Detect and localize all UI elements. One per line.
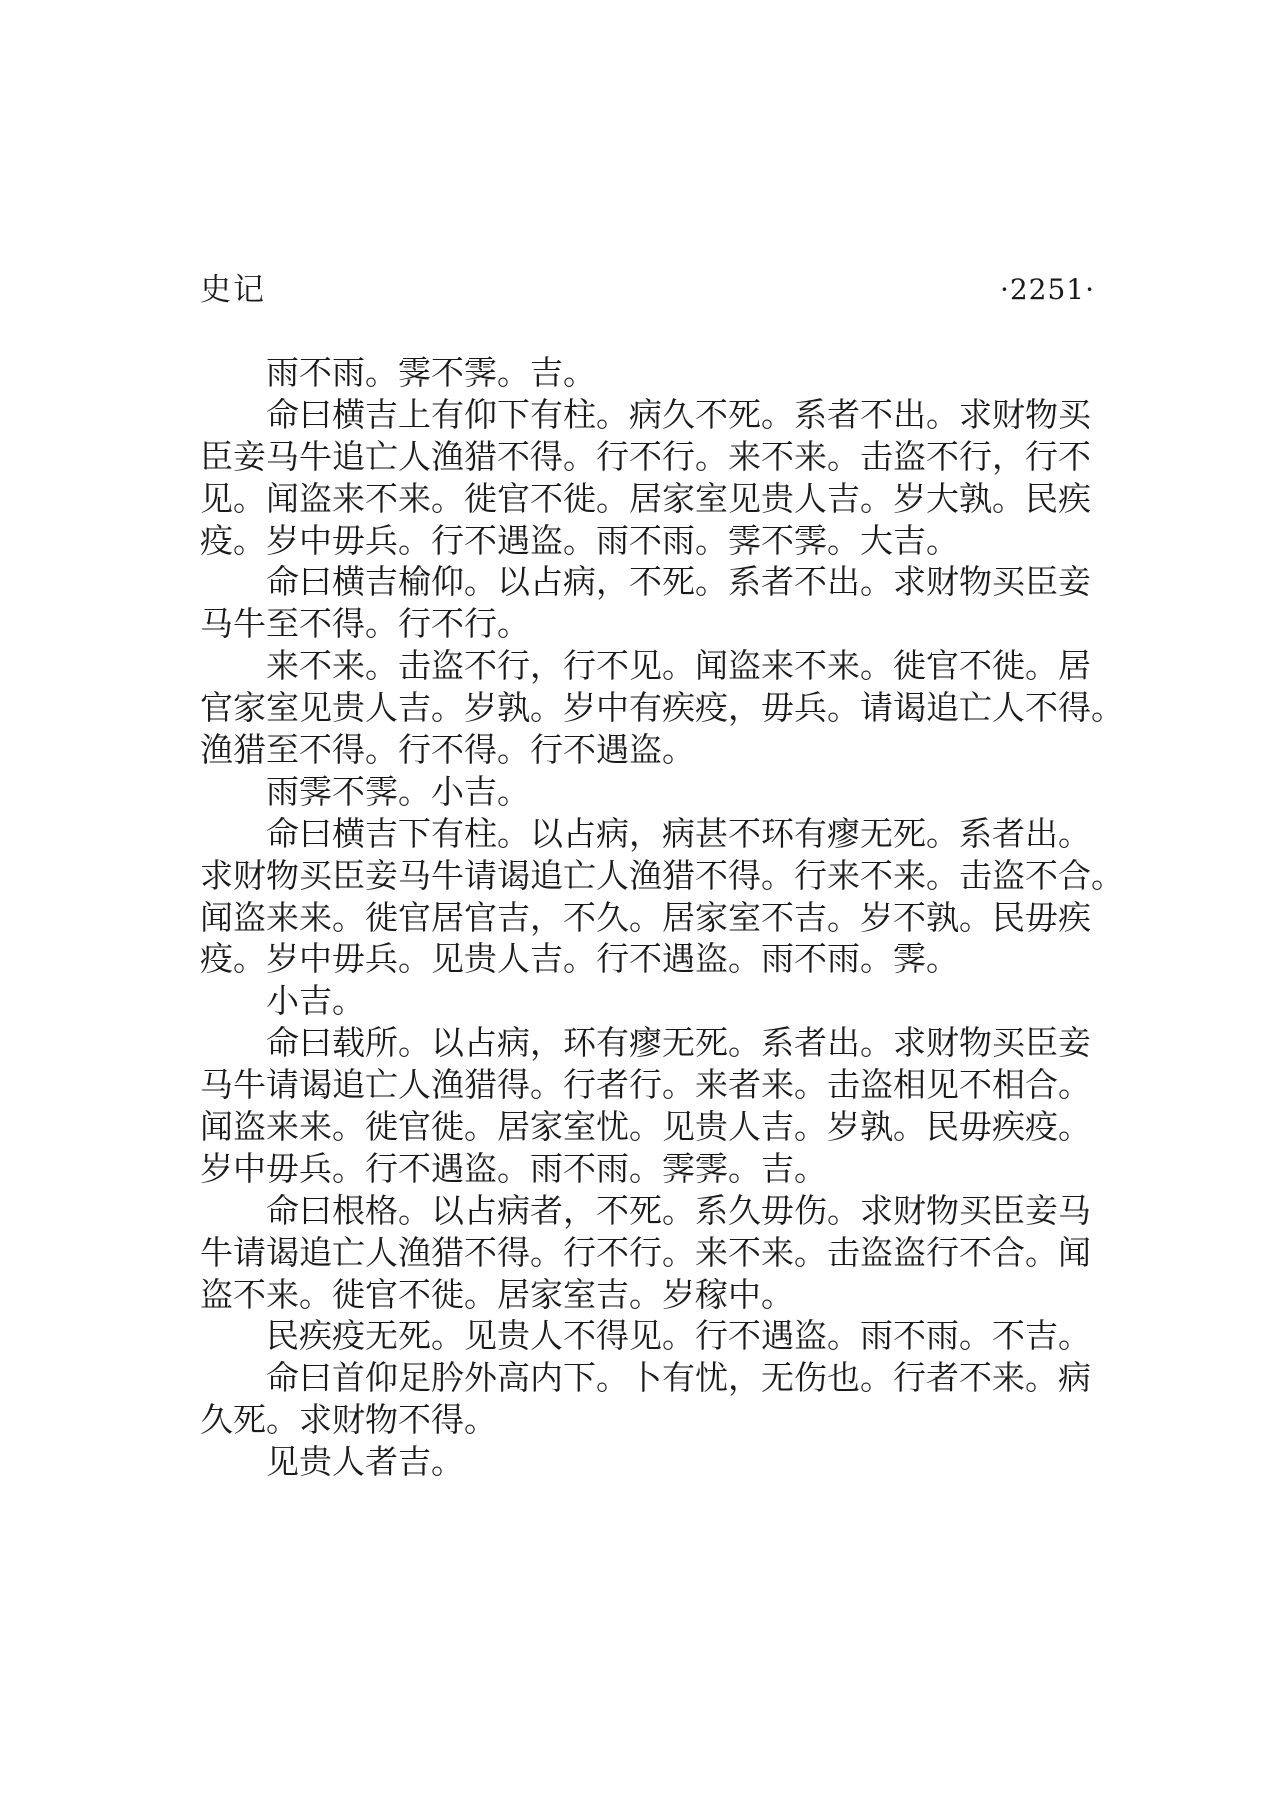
text-line: 命曰载所。以占病，环有瘳无死。系者出。求财物买臣妾 bbox=[266, 1023, 1091, 1063]
book-title: 史记 bbox=[200, 272, 266, 308]
text-line: 牛请谒追亡人渔猎不得。行不行。来不来。击盗盗行不合。闻 bbox=[200, 1232, 1091, 1272]
text-line: 见。闻盗来不来。徙官不徙。居家室见贵人吉。岁大孰。民疾 bbox=[200, 478, 1091, 518]
page-number: ·2251· bbox=[999, 273, 1095, 306]
text-line: 命曰横吉榆仰。以占病，不死。系者不出。求财物买臣妾 bbox=[266, 562, 1091, 602]
text-line: 命曰横吉下有柱。以占病，病甚不环有瘳无死。系者出。 bbox=[266, 813, 1091, 853]
text-line: 民疾疫无死。见贵人不得见。行不遇盗。雨不雨。不吉。 bbox=[266, 1316, 1091, 1356]
text-line: 盗不来。徙官不徙。居家室吉。岁稼中。 bbox=[200, 1274, 794, 1314]
body-text bbox=[200, 352, 1124, 1483]
text-line: 马牛请谒追亡人渔猎得。行者行。来者来。击盗相见不相合。 bbox=[200, 1065, 1091, 1105]
text-line: 渔猎至不得。行不得。行不遇盗。 bbox=[200, 730, 695, 770]
text-line: 命曰首仰足肣外高内下。卜有忧，无伤也。行者不来。病 bbox=[266, 1358, 1091, 1398]
text-line: 求财物买臣妾马牛请谒追亡人渔猎不得。行来不来。击盗不合。 bbox=[200, 855, 1124, 895]
text-line: 岁中毋兵。行不遇盗。雨不雨。霁霁。吉。 bbox=[200, 1148, 827, 1188]
text-line: 雨不雨。霁不霁。吉。 bbox=[266, 353, 596, 392]
text-line: 臣妾马牛追亡人渔猎不得。行不行。来不来。击盗不行，行不 bbox=[200, 436, 1091, 476]
page-header bbox=[200, 268, 1095, 312]
text-line: 闻盗来来。徙官徙。居家室忧。见贵人吉。岁孰。民毋疾疫。 bbox=[200, 1107, 1091, 1147]
text-line: 疫。岁中毋兵。行不遇盗。雨不雨。霁不霁。大吉。 bbox=[200, 520, 959, 560]
text-line: 见贵人者吉。 bbox=[266, 1442, 464, 1482]
text-line: 马牛至不得。行不行。 bbox=[200, 604, 530, 644]
text-line: 疫。岁中毋兵。见贵人吉。行不遇盗。雨不雨。霁。 bbox=[200, 939, 959, 979]
text-line: 小吉。 bbox=[266, 981, 365, 1021]
text-line: 命曰横吉上有仰下有柱。病久不死。系者不出。求财物买 bbox=[266, 394, 1091, 434]
text-line: 闻盗来来。徙官居官吉，不久。居家室不吉。岁不孰。民毋疾 bbox=[200, 897, 1091, 937]
text-line: 命曰根格。以占病者，不死。系久毋伤。求财物买臣妾马 bbox=[266, 1190, 1091, 1230]
text-line: 来不来。击盗不行，行不见。闻盗来不来。徙官不徙。居 bbox=[266, 646, 1091, 686]
text-line: 雨霁不霁。小吉。 bbox=[266, 771, 530, 811]
text-line: 久死。求财物不得。 bbox=[200, 1400, 497, 1440]
text-line: 官家室见贵人吉。岁孰。岁中有疾疫，毋兵。请谒追亡人不得。 bbox=[200, 688, 1124, 728]
